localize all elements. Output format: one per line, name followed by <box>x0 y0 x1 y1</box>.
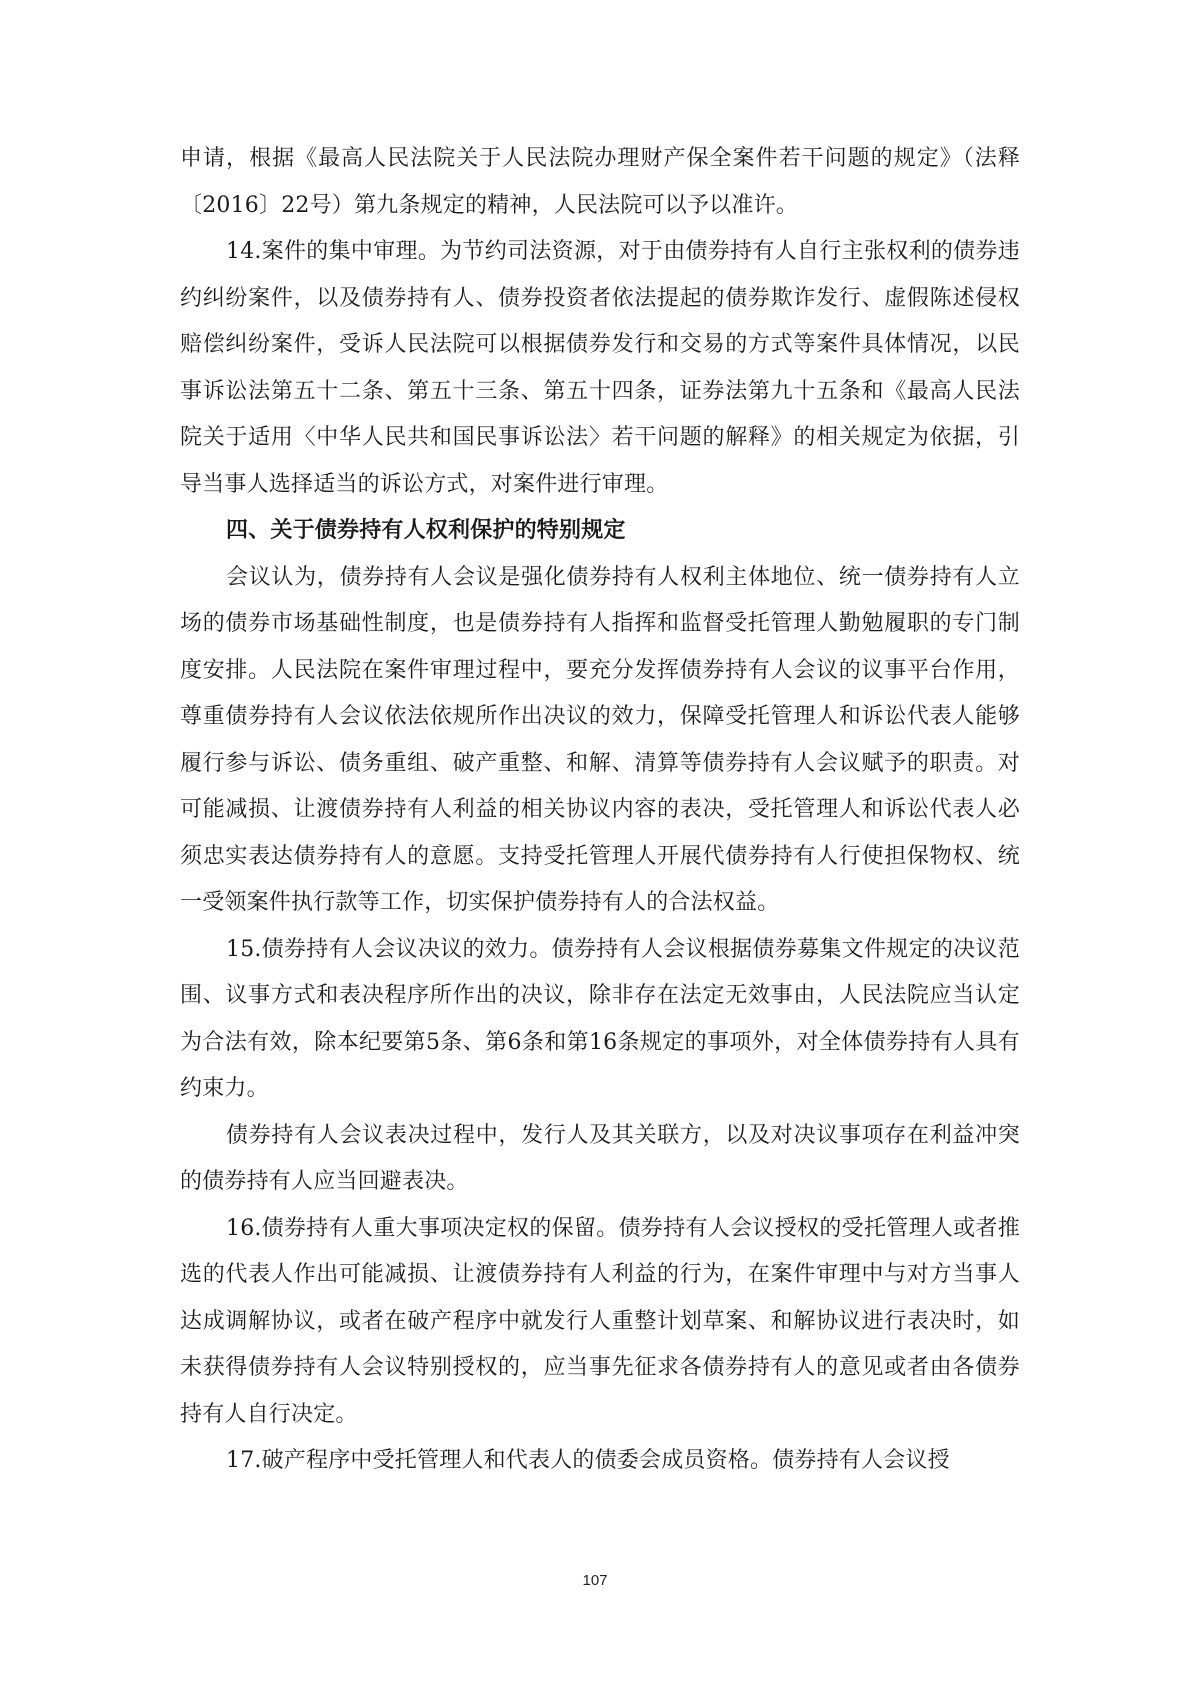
paragraph-article-16: 16.债券持有人重大事项决定权的保留。债券持有人会议授权的受托管理人或者推选的代表人作出可能减损、让渡债券持有人利益的行为，在案件审理中与对方当事人达成调解协议，或者在破产程序中就发行人重整计划草案、和解协议进行表决时，如未获得债券持有人会议特别授权的，应当事先征求各债券持有人的意见或者由各债券持有人自行决定。 <box>180 1215 1020 1427</box>
section-heading: 四、关于债券持有人权利保护的特别规定 <box>226 518 626 543</box>
page-number: 107 <box>582 1572 608 1589</box>
paragraph-continuation: 申请，根据《最高人民法院关于人民法院办理财产保全案件若干问题的规定》（法释〔2016〕22号）第九条规定的精神，人民法院可以予以准许。 <box>180 146 1020 218</box>
paragraph-article-14: 14.案件的集中审理。为节约司法资源，对于由债券持有人自行主张权利的债券违约纠纷案件，以及债券持有人、债券投资者依法提起的债券欺诈发行、虚假陈述侵权赔偿纠纷案件，受诉人民法院可以根据债券发行和交易的方式等案件具体情况，以民事诉讼法第五十二条、第五十三条、第五十四条，证券法第九十五条和《最高人民法院关于适用〈中华人民共和国民事诉讼法〉若干问题的解释》的相关规定为依据，引导当事人选择适当的诉讼方式，对案件进行审理。 <box>180 239 1020 497</box>
paragraph-section-intro: 会议认为，债券持有人会议是强化债券持有人权利主体地位、统一债券持有人立场的债券市场基础性制度，也是债券持有人指挥和监督受托管理人勤勉履职的专门制度安排。人民法院在案件审理过程中，要充分发挥债券持有人会议的议事平台作用，尊重债券持有人会议依法依规所作出决议的效力，保障受托管理人和诉讼代表人能够履行参与诉讼、债务重组、破产重整、和解、清算等债券持有人会议赋予的职责。对可能减损、让渡债券持有人利益的相关协议内容的表决，受托管理人和诉讼代表人必须忠实表达债券持有人的意愿。支持受托管理人开展代债券持有人行使担保物权、统一受领案件执行款等工作，切实保护债券持有人的合法权益。 <box>180 564 1020 915</box>
paragraph-article-15-second: 债券持有人会议表决过程中，发行人及其关联方，以及对决议事项存在利益冲突的债券持有人应当回避表决。 <box>180 1122 1020 1194</box>
paragraph-article-17: 17.破产程序中受托管理人和代表人的债委会成员资格。债券持有人会议授 <box>226 1448 950 1473</box>
paragraph-article-15: 15.债券持有人会议决议的效力。债券持有人会议根据债券募集文件规定的决议范围、议事方式和表决程序所作出的决议，除非存在法定无效事由，人民法院应当认定为合法有效，除本纪要第5条、第6条和第16条规定的事项外，对全体债券持有人具有约束力。 <box>180 936 1020 1101</box>
document-body <box>180 136 1020 1485</box>
